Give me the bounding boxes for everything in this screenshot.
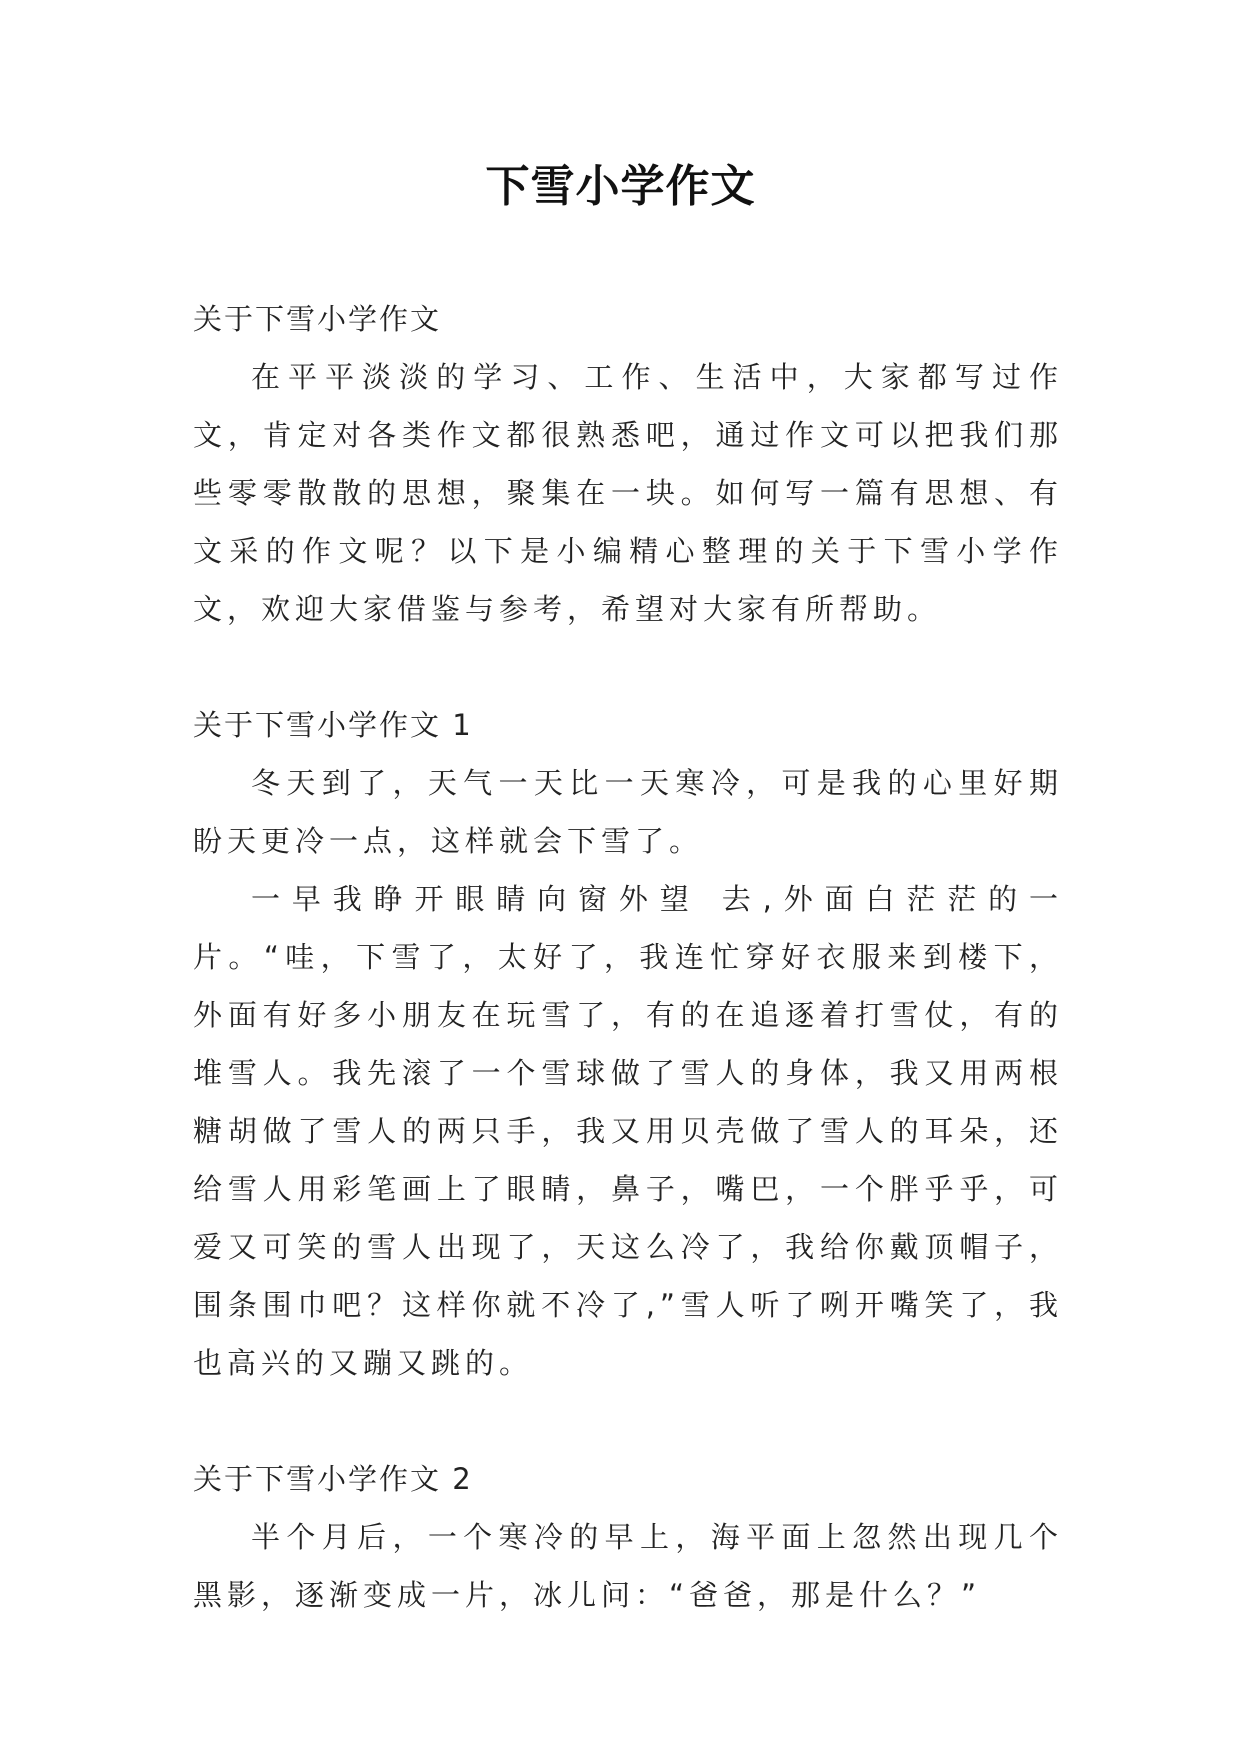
document-body [193,290,1063,1624]
essay-1-heading: 关于下雪小学作文 1 [193,708,473,742]
document-title: 下雪小学作文 [485,161,756,212]
essay-1-paragraph-1: 冬天到了，天气一天比一天寒冷，可是我的心里好期盼天更冷一点，这样就会下雪了。 [193,766,1063,858]
intro-paragraph: 在平平淡淡的学习、工作、生活中，大家都写过作文，肯定对各类作文都很熟悉吧，通过作文可以把我们那些零零散散的思想，聚集在一块。如何写一篇有思想、有文采的作文呢？以下是小编精心整理的关于下雪小学作文，欢迎大家借鉴与参考，希望对大家有所帮助。 [193,360,1063,626]
essay-2-heading: 关于下雪小学作文 2 [193,1462,473,1496]
essay-1-paragraph-2: 一早我睁开眼睛向窗外望 去,外面白茫茫的一片。“哇，下雪了，太好了，我连忙穿好衣服来到楼下，外面有好多小朋友在玩雪了，有的在追逐着打雪仗，有的堆雪人。我先滚了一个雪球做了雪人的身体，我又用两根糖胡做了雪人的两只手，我又用贝壳做了雪人的耳朵，还给雪人用彩笔画上了眼睛，鼻子，嘴巴，一个胖乎乎，可爱又可笑的雪人出现了，天这么冷了，我给你戴顶帽子，围条围巾吧？这样你就不冷了,”雪人听了咧开嘴笑了，我也高兴的又蹦又跳的。 [193,882,1063,1380]
essay-2-section [193,1450,1063,1624]
essay-2-paragraph-1: 半个月后，一个寒冷的早上，海平面上忽然出现几个黑影，逐渐变成一片，冰儿问：“爸爸，那是什么？” [193,1520,1063,1612]
intro-heading: 关于下雪小学作文 [193,302,442,336]
section-spacer [193,1392,1063,1450]
intro-section [193,290,1063,638]
essay-1-section [193,696,1063,1392]
section-spacer [193,638,1063,696]
